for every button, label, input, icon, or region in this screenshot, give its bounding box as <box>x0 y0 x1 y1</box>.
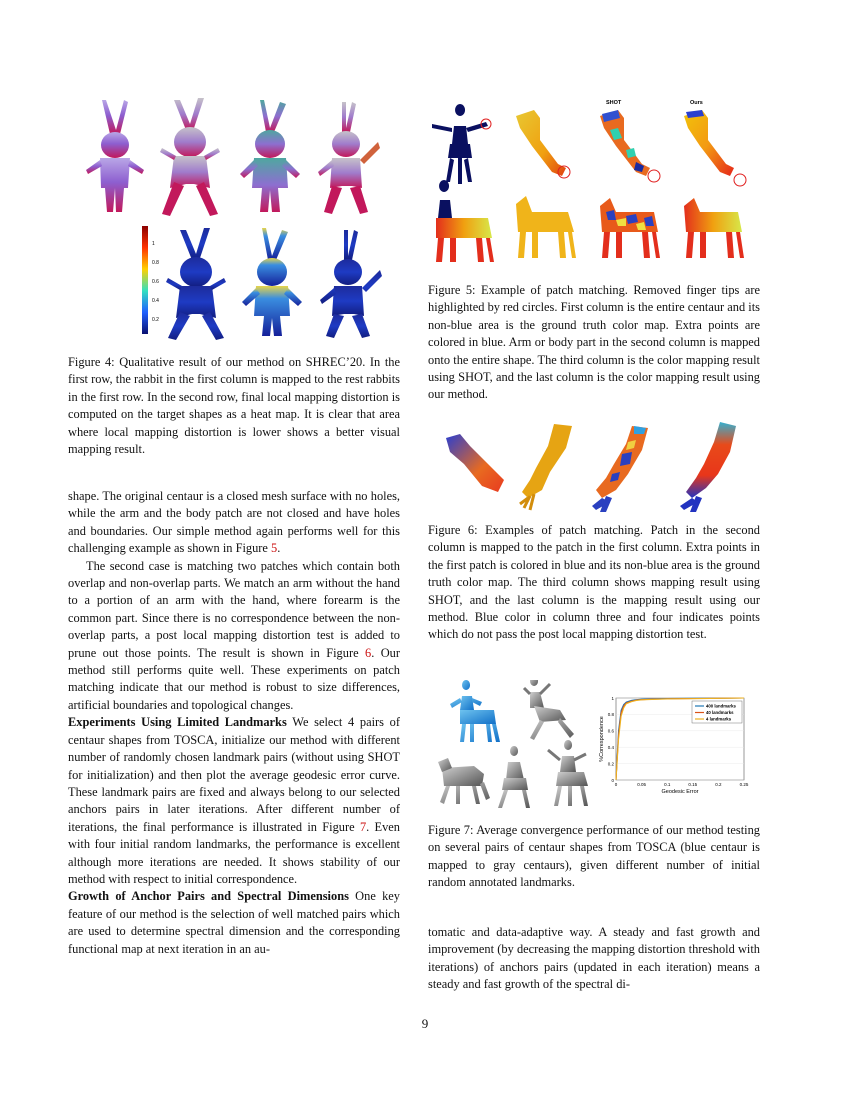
x-tick-label: 0.15 <box>688 782 698 787</box>
legend-label: 400 landmarks <box>706 703 736 709</box>
chart-legend <box>692 701 742 723</box>
heatmap-rabbit-1 <box>166 228 226 340</box>
paragraph: The second case is matching two patches which contain both overlap and non-overlap parts. We match an arm without the hand to a portion of an arm with the hand, where forearm is the common part. Since there is no correspondence between the non-overlap parts, a post local mapping distortion test is added to prune out those points. The result is shown in Figure 6. Our method still performs quite well. These experiments on patch matching indicate that our method is robust to size differences, artificial boundaries and topological changes. <box>68 558 400 712</box>
legend-label: 40 landmarks <box>706 710 734 716</box>
centaur-body-ground-truth <box>436 180 494 262</box>
arm-patch <box>520 424 572 510</box>
figure-6-caption-block <box>428 522 760 644</box>
section-run-in-heading: Experiments Using Limited Landmarks <box>68 715 287 730</box>
centaur-gray-3 <box>498 746 530 808</box>
patch-with-hand <box>446 434 504 492</box>
patch-ours-result <box>680 422 736 512</box>
paragraph: Growth of Anchor Pairs and Spectral Dimensions One key feature of our method is the selection of well matched pairs which are used to determine spectral dimension and the corresponding functional map at next iteration in an au- <box>68 889 400 956</box>
figure-5-caption-block <box>428 282 760 404</box>
centaur-ground-truth <box>432 104 491 184</box>
colorbar-tick: 0.6 <box>152 279 159 285</box>
colorbar <box>142 226 159 334</box>
label-shot: SHOT <box>606 100 622 106</box>
arm-patch <box>516 110 570 178</box>
figure-5 <box>428 96 760 276</box>
right-column-text <box>428 924 760 994</box>
y-tick-label: 0.8 <box>607 712 614 718</box>
y-tick-label: 0.4 <box>607 745 614 750</box>
rabbit-target-2 <box>240 100 300 212</box>
centaur-body-patch <box>516 196 576 258</box>
paragraph: tomatic and data-adaptive way. A steady and fast growth and improvement (by decreasing the mapping distortion threshold with iterations) of anchors pairs (updated in each iteration) means a steady and fast growth of the spectral di- <box>428 925 760 992</box>
colorbar-tick: 1 <box>152 241 155 247</box>
rabbit-source <box>86 100 144 212</box>
legend-label: 4 landmarks <box>706 716 732 722</box>
figure-5-image <box>428 96 760 276</box>
y-tick-label: 1 <box>611 695 614 701</box>
centaur-blue-source <box>450 680 500 742</box>
y-tick-label: 0.2 <box>607 761 614 767</box>
figure-4-image <box>72 96 392 342</box>
patch-shot-result <box>592 426 648 512</box>
figure-4-caption: Figure 4: Qualitative result of our method on SHREC’20. In the first row, the rabbit in the first column is mapped to the rest rabbits in the first row. In the second row, final local mapping distortion is computed on the target shapes as a heat map. It is clear that area where local mapping distortion is lower shows a better visual mapping result. <box>68 355 400 457</box>
figure-ref-link[interactable]: 5 <box>271 541 278 556</box>
y-tick-label: 0 <box>611 777 614 783</box>
figure-ref-link[interactable]: 6 <box>365 645 372 660</box>
centaur-gray-2 <box>438 758 490 804</box>
centaur-body-shot <box>600 198 660 258</box>
rabbit-target-3 <box>318 102 380 214</box>
figure-6 <box>432 420 756 512</box>
centaur-gray-4 <box>548 740 588 806</box>
paragraph: Experiments Using Limited Landmarks We select 4 pairs of centaur shapes from TOSCA, initialize our method with different number of randomly chosen landmark pairs (without using SHOT for initialization) and then plot the average geodesic error curve. These landmark pairs are fixed and always belong to our selected anchors pairs in later iterations. After different number of iterations, the final performance is illustrated in Figure 7. Even with four initial random landmarks, the performance is excellent although more iterations are needed. It shows stability of our method with respect to initial correspondence. <box>68 715 401 886</box>
page-number: 9 <box>421 1016 429 1031</box>
heatmap-rabbit-3 <box>320 230 382 338</box>
centaur-body-ours <box>684 198 744 258</box>
x-tick-label: 0 <box>614 782 618 787</box>
figure-ref-link[interactable]: 7 <box>359 819 367 834</box>
label-ours: Ours <box>690 100 703 106</box>
left-column-text <box>68 488 400 958</box>
section-run-in-heading: Growth of Anchor Pairs and Spectral Dimensions <box>68 889 349 904</box>
chart-ylabel: %Correspondence <box>599 716 605 762</box>
arm-ours-result <box>684 110 746 186</box>
rabbit-target-1 <box>160 98 220 216</box>
x-tick-label: 0.1 <box>664 782 671 787</box>
x-tick-label: 0.25 <box>739 782 749 787</box>
centaur-gray-1 <box>524 680 574 740</box>
paragraph: shape. The original centaur is a closed mesh surface with no holes, while the arm and the body patch are not closed and have holes and boundaries. Our simple method again performs well for this challenging example as shown in Figure 5. <box>68 489 400 556</box>
figure-6-image <box>432 420 756 512</box>
arm-shot-result <box>600 110 660 182</box>
figure-7-caption: Figure 7: Average convergence performance of our method testing on several pairs of centaur shapes from TOSCA (blue centaur is mapped to gray centaurs), given different number of initial random annotated landmarks. <box>428 823 760 890</box>
x-tick-label: 0.2 <box>715 782 722 787</box>
figure-5-caption: Figure 5: Example of patch matching. Removed finger tips are highlighted by red circles. First column is the entire centaur and its non-blue area is the ground truth color map. Extra points are colored in blue. Arm or body part in the second column is mapped onto the entire shape. The third column is the color mapping result using SHOT, and the last column is the color mapping result using our method. <box>428 283 760 402</box>
figure-6-caption: Figure 6: Examples of patch matching. Patch in the second column is mapped to the patch in the first column. Extra points in the first patch is colored in blue and its non-blue area is the ground truth color map. The third column shows mapping result using SHOT, and the last column is the mapping result using our method. Blue color in column three and four indicates points which do not pass the post local mapping distortion test. <box>428 523 760 642</box>
heatmap-rabbit-2 <box>242 228 302 336</box>
colorbar-tick: 0.4 <box>152 298 159 304</box>
figure-4 <box>72 96 392 342</box>
figure-7-caption-block <box>428 822 760 892</box>
y-tick-label: 0.6 <box>607 728 614 734</box>
convergence-chart <box>599 696 749 795</box>
chart-xlabel: Geodesic Error <box>661 789 699 795</box>
colorbar-tick: 0.8 <box>152 260 159 266</box>
figure-4-caption-block <box>68 354 400 458</box>
colorbar-tick: 0.2 <box>152 317 159 323</box>
figure-7 <box>432 680 756 812</box>
x-tick-label: 0.05 <box>637 782 646 787</box>
figure-7-image <box>432 680 756 812</box>
